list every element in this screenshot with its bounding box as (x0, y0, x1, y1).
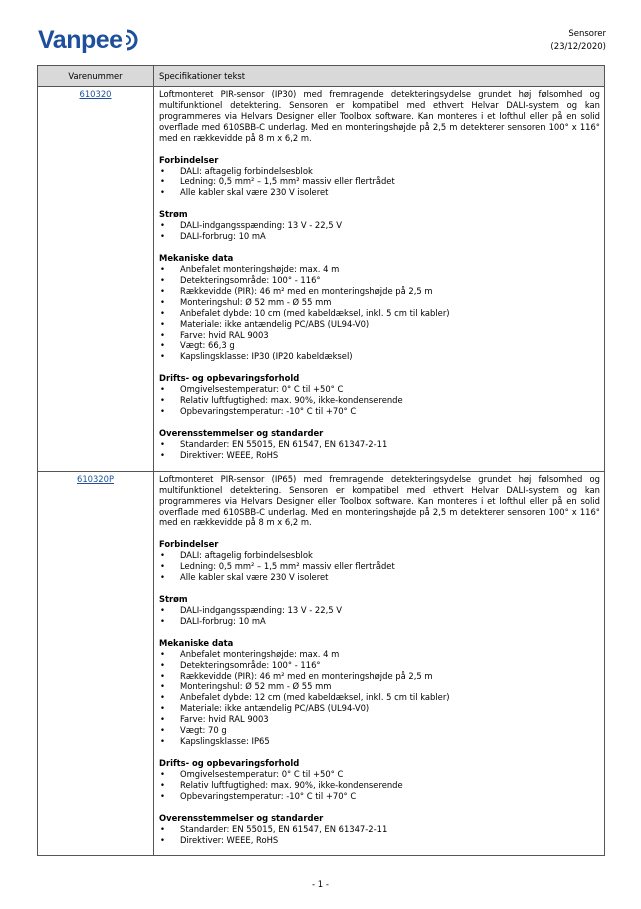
document-date: (23/12/2020) (550, 41, 606, 52)
document-header (550, 28, 606, 54)
list-item: • Alle kabler skal være 230 V isoleret (159, 572, 600, 583)
section-title: Mekaniske data (159, 253, 234, 264)
list-item: • Monteringshul: Ø 52 mm - Ø 55 mm (159, 297, 600, 308)
list-item: • DALI: aftagelig forbindelsesblok (159, 166, 600, 177)
bullet-list (159, 384, 600, 417)
list-item: • Kapslingsklasse: IP30 (IP20 kabeldæksel) (159, 351, 600, 362)
product-spec-cell (154, 87, 605, 472)
list-item: • Monteringshul: Ø 52 mm - Ø 55 mm (159, 681, 600, 692)
section-title: Strøm (159, 594, 188, 605)
list-item: • Opbevaringstemperatur: -10° C til +70° C (159, 406, 600, 417)
list-item: • DALI-indgangsspænding: 13 V - 22,5 V (159, 220, 600, 231)
column-header-spec: Specifikationer tekst (154, 66, 605, 87)
list-item: • Ledning: 0,5 mm² – 1,5 mm² massiv eller flertrådet (159, 176, 600, 187)
list-item: • Anbefalet monteringshøjde: max. 4 m (159, 649, 600, 660)
table-header-row (38, 66, 605, 87)
product-number-link[interactable]: 610320P (76, 473, 115, 484)
bullet-list (159, 264, 600, 362)
vanpee-logo (38, 26, 138, 54)
list-item: • Rækkevidde (PIR): 46 m² med en monteringshøjde på 2,5 m (159, 286, 600, 297)
list-item: • Relativ luftfugtighed: max. 90%, ikke-kondenserende (159, 395, 600, 406)
product-intro: Loftmonteret PIR-sensor (IP65) med fremragende detekteringsydelse grundet høj følsomhed og multifunktionel detektering. Sensoren er kompatibel med ethvert Helvar DALI-system og kan programmeres via Helvars Designer eller Toolbox software. Kan monteres i et lofthul eller på en solid overflade med 610SBB-C underlag. Med en monteringshøjde på 2,5 m detekterer sensoren 100° x 116° med en rækkevidde på 8 m x 6,2 m. (159, 473, 600, 528)
bullet-list (159, 166, 600, 199)
list-item: • Materiale: ikke antændelig PC/ABS (UL94-V0) (159, 319, 600, 330)
list-item: • Opbevaringstemperatur: -10° C til +70° C (159, 791, 600, 802)
document-title: Sensorer (568, 29, 606, 39)
list-item: • Anbefalet dybde: 12 cm (med kabeldæksel, inkl. 5 cm til kabler) (159, 692, 600, 703)
section-title: Forbindelser (159, 539, 219, 550)
section-title: Overensstemmelser og standarder (159, 812, 324, 823)
bullet-list (159, 220, 600, 242)
list-item: • Standarder: EN 55015, EN 61547, EN 61347-2-11 (159, 824, 600, 835)
list-item: • DALI-forbrug: 10 mA (159, 616, 600, 627)
section-title: Mekaniske data (159, 637, 234, 648)
list-item: • Omgivelsestemperatur: 0° C til +50° C (159, 384, 600, 395)
list-item: • Farve: hvid RAL 9003 (159, 714, 600, 725)
list-item: • Materiale: ikke antændelig PC/ABS (UL94-V0) (159, 703, 600, 714)
list-item: • Kapslingsklasse: IP65 (159, 736, 600, 747)
product-row (38, 87, 605, 472)
list-item: • Direktiver: WEEE, RoHS (159, 450, 600, 461)
product-number-cell (38, 87, 154, 472)
product-intro: Loftmonteret PIR-sensor (IP30) med fremragende detekteringsydelse grundet høj følsomhed og multifunktionel detektering. Sensoren er kompatibel med ethvert Helvar DALI-system og kan programmeres via Helvars Designer eller Toolbox software. Kan monteres i et lofthul eller på en solid overflade med 610SBB-C underlag. Med en monteringshøjde på 2,5 m detekterer sensoren 100° x 116° med en rækkevidde på 8 m x 6,2 m. (159, 89, 600, 143)
page-number: - 1 - (312, 880, 329, 890)
section-title: Drifts- og opbevaringsforhold (159, 373, 300, 384)
product-number-cell (38, 471, 154, 856)
list-item: • Rækkevidde (PIR): 46 m² med en monteringshøjde på 2,5 m (159, 671, 600, 682)
list-item: • Vægt: 66,3 g (159, 340, 600, 351)
section-title: Overensstemmelser og standarder (159, 427, 324, 438)
list-item: • Alle kabler skal være 230 V isoleret (159, 187, 600, 198)
list-item: • Standarder: EN 55015, EN 61547, EN 61347-2-11 (159, 439, 600, 450)
logo-text: Vanpee (38, 25, 123, 54)
list-item: • Omgivelsestemperatur: 0° C til +50° C (159, 769, 600, 780)
section-title: Forbindelser (159, 154, 219, 165)
spec-table (37, 65, 605, 856)
bullet-list (159, 605, 600, 627)
bullet-list (159, 550, 600, 583)
list-item: • Ledning: 0,5 mm² – 1,5 mm² massiv eller flertrådet (159, 561, 600, 572)
list-item: • Direktiver: WEEE, RoHS (159, 835, 600, 846)
list-item: • Detekteringsområde: 100° - 116° (159, 660, 600, 671)
bullet-list (159, 769, 600, 802)
bullet-list (159, 439, 600, 461)
bullet-list (159, 649, 600, 747)
list-item: • Anbefalet monteringshøjde: max. 4 m (159, 264, 600, 275)
list-item: • Relativ luftfugtighed: max. 90%, ikke-kondenserende (159, 780, 600, 791)
list-item: • DALI-forbrug: 10 mA (159, 231, 600, 242)
list-item: • Detekteringsområde: 100° - 116° (159, 275, 600, 286)
bullet-list (159, 824, 600, 846)
product-spec-cell (154, 471, 605, 856)
column-header-number: Varenummer (38, 66, 154, 87)
logo-swirl-icon (124, 28, 138, 52)
list-item: • DALI-indgangsspænding: 13 V - 22,5 V (159, 605, 600, 616)
product-number-link[interactable]: 610320 (79, 89, 112, 99)
list-item: • Anbefalet dybde: 10 cm (med kabeldæksel, inkl. 5 cm til kabler) (159, 308, 600, 319)
section-title: Drifts- og opbevaringsforhold (159, 758, 300, 769)
list-item: • DALI: aftagelig forbindelsesblok (159, 550, 600, 561)
section-title: Strøm (159, 209, 188, 220)
product-row (38, 471, 605, 856)
list-item: • Farve: hvid RAL 9003 (159, 330, 600, 341)
list-item: • Vægt: 70 g (159, 725, 600, 736)
